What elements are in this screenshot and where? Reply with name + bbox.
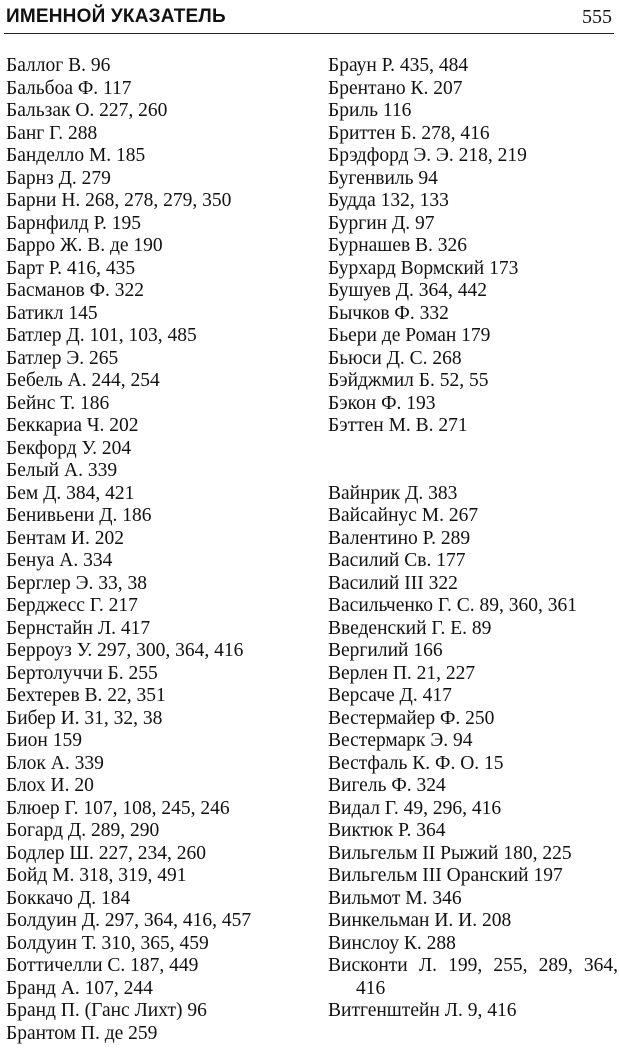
- header-rule: [4, 33, 614, 34]
- index-entry: Вильгельм III Оранский 197: [328, 865, 563, 886]
- index-entry: Бем Д. 384, 421: [6, 482, 135, 504]
- index-entry: Барни Н. 268, 278, 279, 350: [6, 190, 232, 211]
- index-entry: Берглер Э. 33, 38: [6, 572, 147, 594]
- index-entry: Вайнрик Д. 383: [328, 482, 458, 504]
- index-entry: Блох И. 20: [6, 775, 94, 796]
- index-entry: Бехтерев В. 22, 351: [6, 685, 166, 706]
- index-entry: Видал Г. 49, 296, 416: [328, 797, 502, 819]
- index-entry: Введенский Г. Е. 89: [328, 617, 492, 639]
- index-entry: Версаче Д. 417: [328, 685, 452, 706]
- index-entry: Бычков Ф. 332: [328, 302, 449, 324]
- index-entry: Висконти Л. 199, 255, 289, 364, 416: [328, 955, 618, 999]
- index-entry: Валентино Р. 289: [328, 527, 471, 549]
- index-column-right: [328, 55, 618, 1023]
- index-entry: Баллог В. 96: [6, 55, 111, 76]
- index-entry: Вергилий 166: [328, 640, 443, 661]
- index-entry: Бойд М. 318, 319, 491: [6, 865, 187, 886]
- index-entry: Барнз Д. 279: [6, 167, 111, 189]
- index-entry: Василий III 322: [328, 572, 458, 594]
- index-entry: Беккариа Ч. 202: [6, 415, 139, 436]
- index-entry: Батлер Д. 101, 103, 485: [6, 325, 197, 346]
- index-entry: Блок А. 339: [6, 752, 104, 774]
- index-entry: Вайсайнус М. 267: [328, 505, 479, 526]
- index-entry: Бернстайн Л. 417: [6, 617, 151, 639]
- index-entry: Болдуин Т. 310, 365, 459: [6, 932, 209, 954]
- index-entry: Бибер И. 31, 32, 38: [6, 707, 163, 729]
- index-entry: Богард Д. 289, 290: [6, 820, 160, 841]
- index-entry: Витгенштейн Л. 9, 416: [328, 1000, 517, 1021]
- index-entry: Будда 132, 133: [328, 190, 449, 211]
- index-entry: Виктюк Р. 364: [328, 820, 446, 841]
- index-entry: Барро Ж. В. де 190: [6, 235, 163, 256]
- index-entry: Бейнс Т. 186: [6, 392, 110, 414]
- index-entry: Белый А. 339: [6, 460, 118, 481]
- index-entry: Блюер Г. 107, 108, 245, 246: [6, 797, 230, 819]
- index-entry: Бранд П. (Ганс Лихт) 96: [6, 1000, 207, 1021]
- index-entry: Вестермарк Э. 94: [328, 730, 473, 751]
- index-entry: Бургин Д. 97: [328, 212, 435, 234]
- index-entry: Вильмот М. 346: [328, 887, 462, 909]
- index-entry: Верлен П. 21, 227: [328, 662, 476, 684]
- page-header: [6, 4, 612, 34]
- index-entry: Бьери де Роман 179: [328, 325, 491, 346]
- index-entry: Бальбоа Ф. 117: [6, 77, 132, 99]
- index-entry: Васильченко Г. С. 89, 360, 361: [328, 595, 577, 616]
- index-entry: Бэкон Ф. 193: [328, 392, 436, 414]
- index-entry: Бекфорд У. 204: [6, 437, 132, 459]
- running-title: ИМЕННОЙ УКАЗАТЕЛЬ: [6, 6, 226, 27]
- index-entry: Батикл 145: [6, 302, 98, 324]
- index-entry: Брентано К. 207: [328, 77, 463, 99]
- index-entry: Вигель Ф. 324: [328, 775, 446, 796]
- index-entry: Бэттен М. В. 271: [328, 415, 468, 436]
- index-entry: Бенуа А. 334: [6, 550, 113, 571]
- index-entry: Бэйджмил Б. 52, 55: [328, 370, 489, 391]
- index-entry: Брэдфорд Э. Э. 218, 219: [328, 145, 527, 166]
- index-entry: Винслоу К. 288: [328, 932, 456, 954]
- index-entry: Бебель А. 244, 254: [6, 370, 160, 391]
- index-entry: Боккачо Д. 184: [6, 887, 131, 909]
- index-entry: Вестермайер Ф. 250: [328, 707, 495, 729]
- index-entry: Бентам И. 202: [6, 527, 124, 549]
- index-entry: Банг Г. 288: [6, 122, 98, 144]
- index-entry: Вильгельм II Рыжий 180, 225: [328, 842, 572, 864]
- index-entry: Барнфилд Р. 195: [6, 212, 142, 234]
- index-entry: Батлер Э. 265: [6, 347, 119, 369]
- index-entry: Браун Р. 435, 484: [328, 55, 469, 76]
- index-entry: Бурнашев В. 326: [328, 235, 468, 256]
- index-entry: Банделло М. 185: [6, 145, 146, 166]
- letter-group-gap: [328, 438, 618, 483]
- index-entry: Брантом П. де 259: [6, 1022, 158, 1044]
- index-entry: Бурхард Вормский 173: [328, 257, 519, 279]
- index-entry: Бриль 116: [328, 100, 412, 121]
- index-entry: Вестфаль К. Ф. О. 15: [328, 752, 504, 774]
- index-entry: Болдуин Д. 297, 364, 416, 457: [6, 910, 252, 931]
- index-entry: Боттичелли С. 187, 449: [6, 955, 199, 976]
- index-entry: Берджесс Г. 217: [6, 595, 138, 616]
- index-entry: Бранд А. 107, 244: [6, 977, 153, 999]
- index-entry: Бугенвиль 94: [328, 167, 438, 189]
- index-entry: Бенивьени Д. 186: [6, 505, 152, 526]
- index-entry: Бион 159: [6, 730, 82, 751]
- index-entry: Берроуз У. 297, 300, 364, 416: [6, 640, 244, 661]
- index-entry: Барт Р. 416, 435: [6, 257, 136, 279]
- index-entry: Бальзак О. 227, 260: [6, 100, 168, 121]
- index-entry: Бушуев Д. 364, 442: [328, 280, 488, 301]
- index-entry: Басманов Ф. 322: [6, 280, 145, 301]
- index-entry: Винкельман И. И. 208: [328, 910, 512, 931]
- index-entry: Бриттен Б. 278, 416: [328, 122, 490, 144]
- page-number: 555: [582, 6, 612, 28]
- index-entry: Бьюси Д. С. 268: [328, 347, 462, 369]
- index-entry: Василий Св. 177: [328, 550, 466, 571]
- index-column-left: [6, 55, 302, 1045]
- index-entry: Бертолуччи Б. 255: [6, 662, 158, 684]
- index-entry: Бодлер Ш. 227, 234, 260: [6, 842, 206, 864]
